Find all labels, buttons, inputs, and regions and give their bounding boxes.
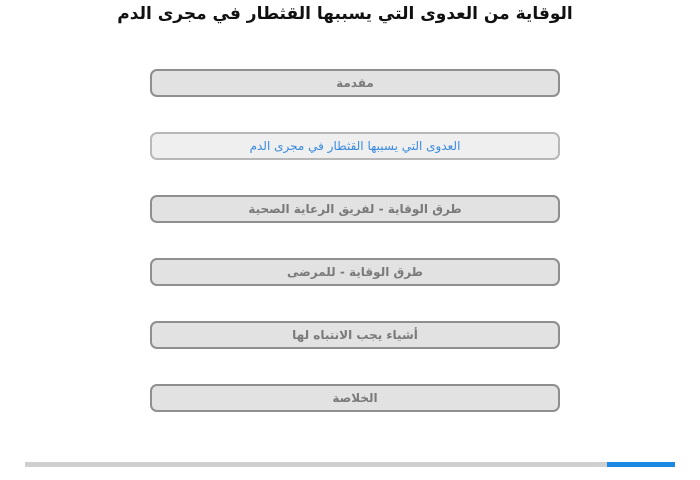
menu-item-infection[interactable] — [150, 132, 560, 160]
menu-item-label: أشياء يجب الانتباه لها — [292, 328, 418, 342]
chapter-menu — [150, 69, 560, 447]
menu-item-label: طرق الوقاية - للمرضى — [287, 265, 423, 279]
menu-item-label: طرق الوقاية - لفريق الرعاية الصحية — [248, 202, 462, 216]
progress-bar — [25, 462, 675, 467]
menu-item-prevention-patients[interactable] — [150, 258, 560, 286]
page-title: الوقاية من العدوى التي يسببها القثطار في مجرى الدم — [117, 4, 573, 24]
menu-item-label: الخلاصة — [332, 391, 378, 405]
progress-bar-fill — [607, 462, 675, 467]
menu-item-prevention-healthcare-team[interactable] — [150, 195, 560, 223]
menu-item-introduction[interactable] — [150, 69, 560, 97]
menu-item-things-to-watch[interactable] — [150, 321, 560, 349]
menu-item-label: العدوى التي يسببها القثطار في مجرى الدم — [249, 139, 461, 153]
menu-item-label: مقدمة — [336, 76, 374, 90]
menu-item-summary[interactable] — [150, 384, 560, 412]
